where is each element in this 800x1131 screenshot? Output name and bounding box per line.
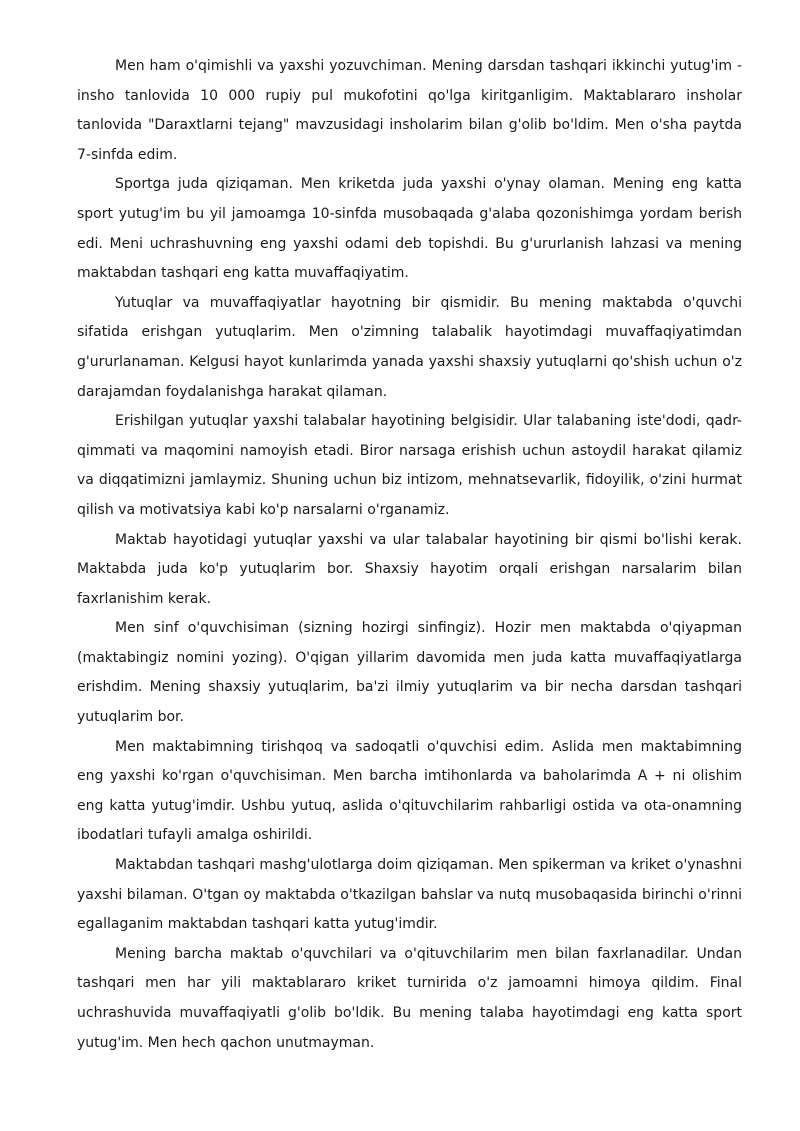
paragraph-4: Erishilgan yutuqlar yaxshi talabalar hayotining belgisidir. Ular talabaning iste'dodi, qadr-qimmati va maqomini namoyish etadi. Biror narsaga erishish uchun astoydil harakat qilamiz va diqqatimizni jamlaymiz. Shuning uchun biz intizom, mehnatsevarlik, fidoyilik, o'zini hurmat qilish va motivatsiya kabi ko'p narsalarni o'rganamiz. <box>77 413 742 518</box>
paragraph-3: Yutuqlar va muvaffaqiyatlar hayotning bir qismidir. Bu mening maktabda o'quvchi sifatida erishgan yutuqlarim. Men o'zimning talabalik hayotimdagi muvaffaqiyatimdan g'ururlanaman. Kelgusi hayot kunlarimda yanada yaxshi shaxsiy yutuqlarni qo'shish uchun o'z darajamdan foydalanishga harakat qilaman. <box>77 294 742 400</box>
paragraph-2: Sportga juda qiziqaman. Men kriketda juda yaxshi o'ynay olaman. Mening eng katta sport yutug'im bu yil jamoamga 10-sinfda musobaqada g'alaba qozonishimga yordam berish edi. Meni uchrashuvning eng yaxshi odami deb topishdi. Bu g'ururlanish lahzasi va mening maktabdan tashqari eng katta muvaffaqiyatim. <box>77 176 742 282</box>
document-page <box>77 52 742 1058</box>
paragraph-1: Men ham o'qimishli va yaxshi yozuvchiman. Mening darsdan tashqari ikkinchi yutug'im - insho tanlovida 10 000 rupiy pul mukofotini qo'lga kiritganligim. Maktablararo insholar tanlovida "Daraxtlarni tejang" mavzusidagi insholarim bilan g'olib bo'ldim. Men o'sha paytda 7-sinfda edim. <box>77 58 742 163</box>
paragraph-8: Maktabdan tashqari mashg'ulotlarga doim qiziqaman. Men spikerman va kriket o'ynashni yaxshi bilaman. O'tgan oy maktabda o'tkazilgan bahslar va nutq musobaqasida birinchi o'rinni egallaganim maktabdan tashqari katta yutug'imdir. <box>77 857 742 933</box>
paragraph-9: Mening barcha maktab o'quvchilari va o'qituvchilarim men bilan faxrlanadilar. Undan tashqari men har yili maktablararo kriket turnirida o'z jamoamni himoya qildim. Final uchrashuvida muvaffaqiyatli g'olib bo'ldik. Bu mening talaba hayotimdagi eng katta sport yutug'im. Men hech qachon unutmayman. <box>77 945 742 1051</box>
paragraph-6: Men sinf o'quvchisiman (sizning hozirgi sinfingiz). Hozir men maktabda o'qiyapman (maktabingiz nomini yozing). O'qigan yillarim davomida men juda katta muvaffaqiyatlarga erishdim. Mening shaxsiy yutuqlarim, ba'zi ilmiy yutuqlarim va bir necha darsdan tashqari yutuqlarim bor. <box>77 620 742 726</box>
paragraph-5: Maktab hayotidagi yutuqlar yaxshi va ular talabalar hayotining bir qismi bo'lishi kerak. Maktabda juda ko'p yutuqlarim bor. Shaxsiy hayotim orqali erishgan narsalarim bilan faxrlanishim kerak. <box>77 531 742 607</box>
paragraph-7: Men maktabimning tirishqoq va sadoqatli o'quvchisi edim. Aslida men maktabimning eng yaxshi ko'rgan o'quvchisiman. Men barcha imtihonlarda va baholarimda A + ni olishim eng katta yutug'imdir. Ushbu yutuq, aslida o'qituvchilarim rahbarligi ostida va ota-onamning ibodatlari tufayli amalga oshirildi. <box>77 738 742 844</box>
